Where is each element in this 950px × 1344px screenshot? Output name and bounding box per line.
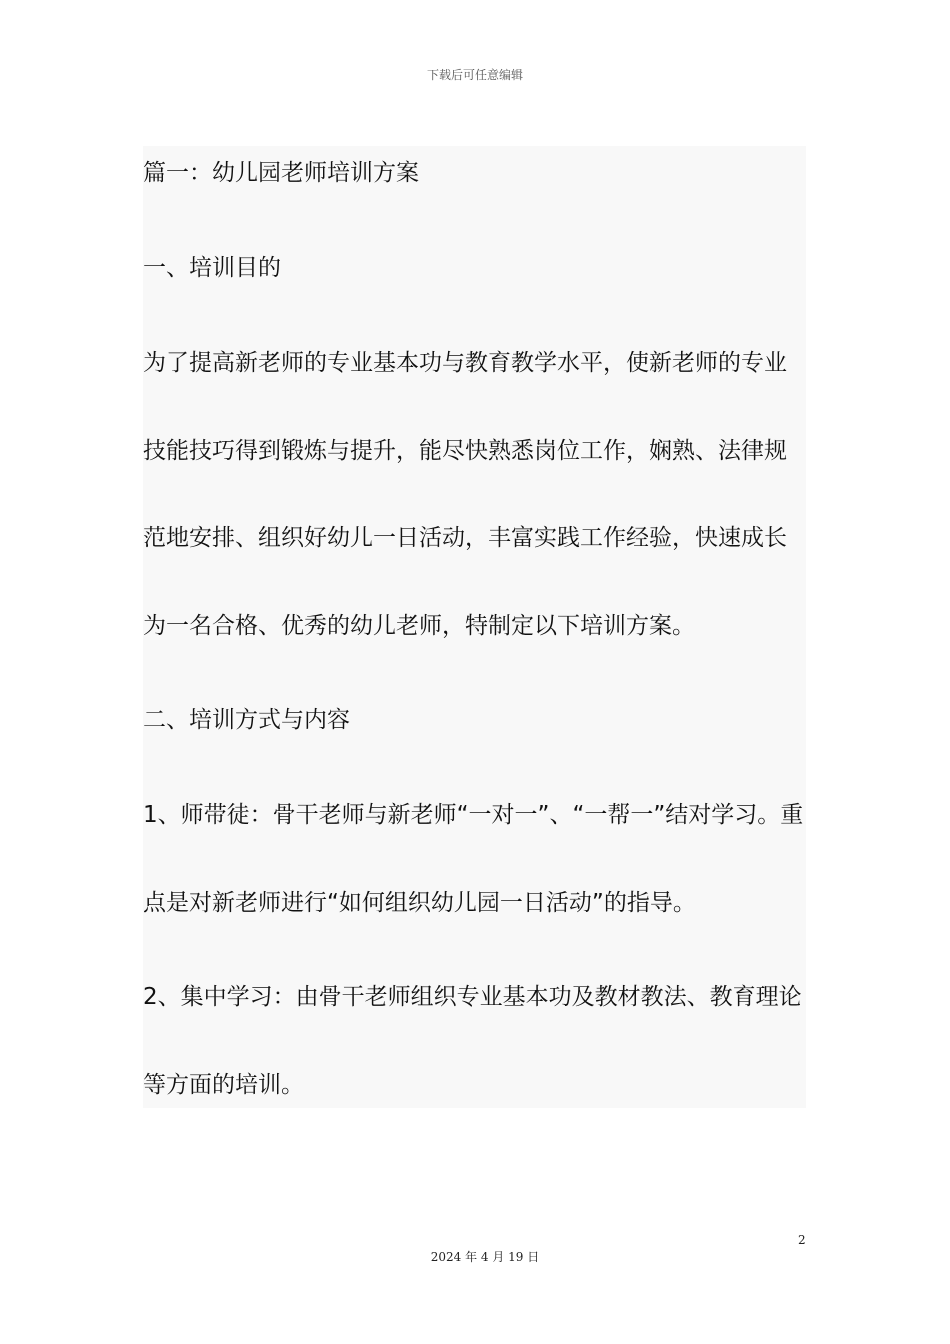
paragraph-line: 为了提高新老师的专业基本功与教育教学水平，使新老师的专业	[143, 350, 787, 376]
paragraph-line: 2、集中学习：由骨干老师组织专业基本功及教材教法、教育理论	[143, 984, 802, 1010]
paragraph-line: 等方面的培训。	[143, 1072, 304, 1098]
paragraph-line: 为一名合格、优秀的幼儿老师，特制定以下培训方案。	[143, 613, 695, 639]
paragraph-line: 范地安排、组织好幼儿一日活动，丰富实践工作经验，快速成长	[143, 525, 787, 551]
page-number: 2	[798, 1233, 806, 1247]
header-note: 下载后可任意编辑	[426, 68, 523, 82]
footer-date: 2024 年 4 月 19 日	[430, 1250, 540, 1264]
section-heading-purpose: 一、培训目的	[143, 255, 281, 281]
paragraph-line: 点是对新老师进行“如何组织幼儿园一日活动”的指导。	[143, 890, 696, 916]
document-title: 篇一：幼儿园老师培训方案	[143, 160, 419, 186]
section-heading-methods: 二、培训方式与内容	[143, 707, 350, 733]
paragraph-line: 技能技巧得到锻炼与提升，能尽快熟悉岗位工作，娴熟、法律规	[143, 438, 787, 464]
paragraph-line: 1、师带徒：骨干老师与新老师“一对一”、“一帮一”结对学习。重	[143, 802, 804, 828]
